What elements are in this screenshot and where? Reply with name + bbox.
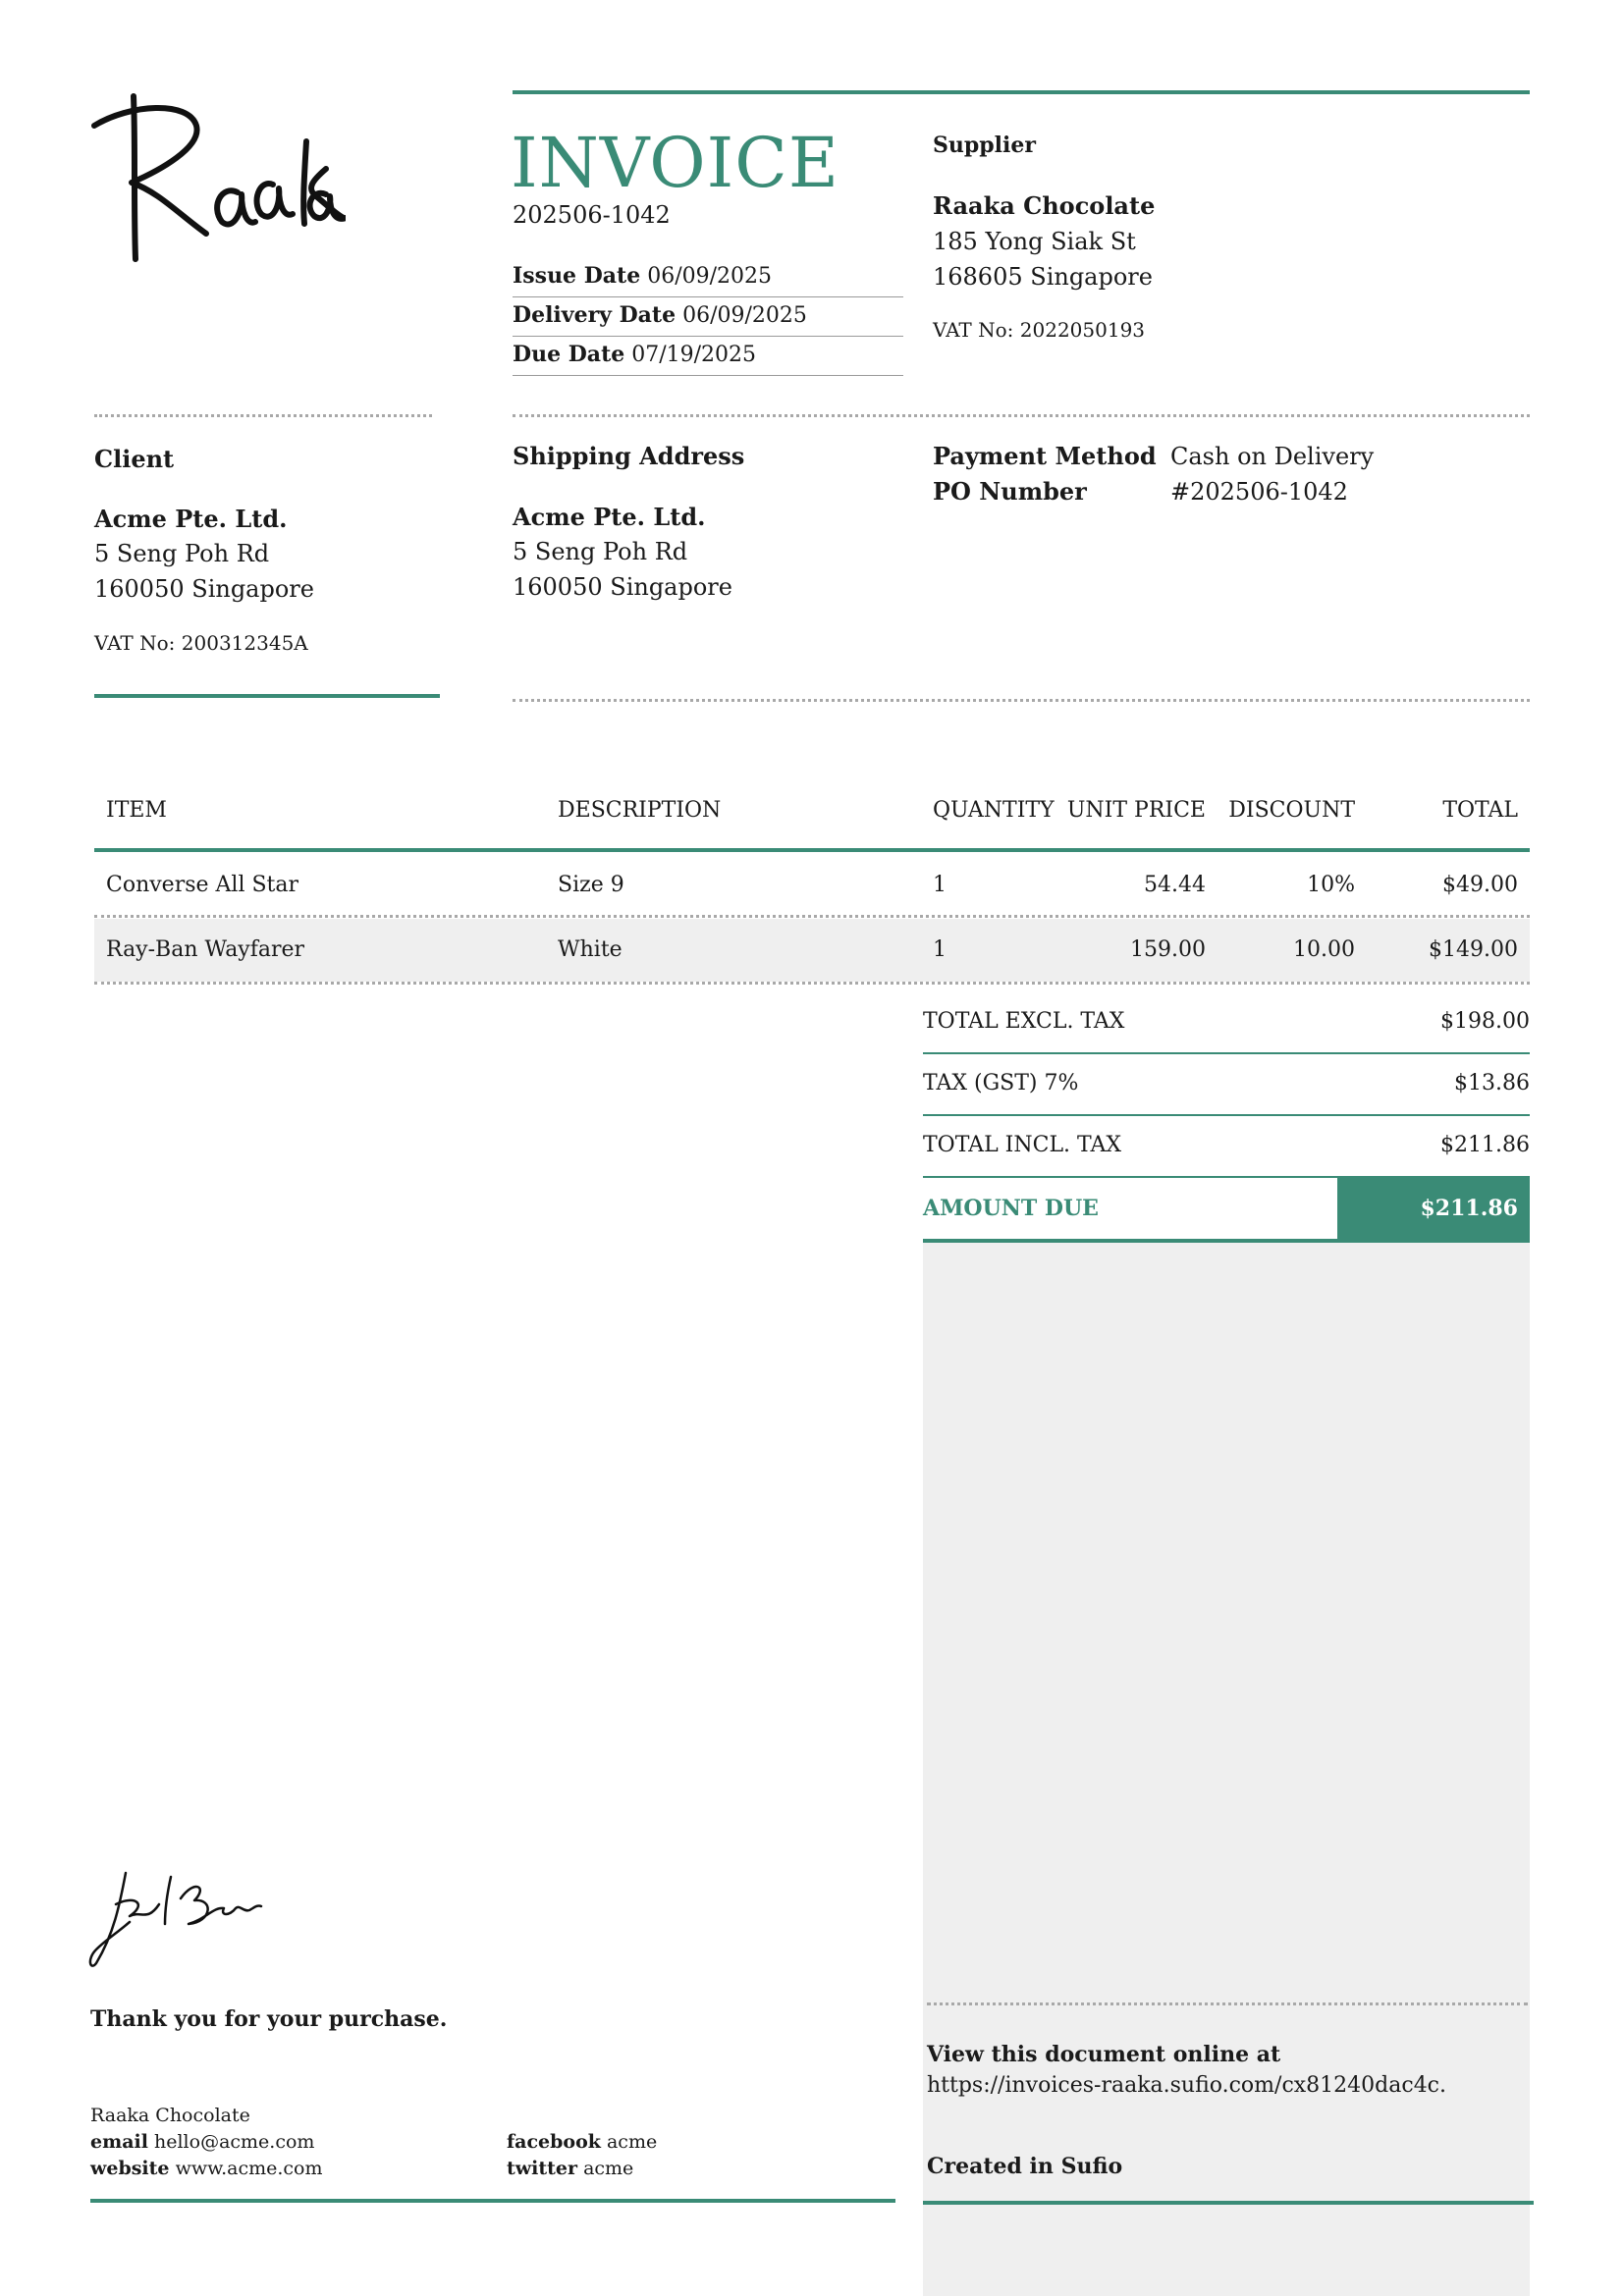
row-total: $149.00: [1429, 937, 1518, 962]
website-value[interactable]: www.acme.com: [175, 2158, 323, 2179]
row-discount: 10.00: [1293, 937, 1355, 962]
supplier-vat: VAT No: 2022050193: [933, 318, 1146, 342]
shipping-address-line2: 160050 Singapore: [513, 573, 732, 601]
amount-due-label: AMOUNT DUE: [923, 1196, 1099, 1221]
shipping-heading: Shipping Address: [513, 442, 745, 470]
header-unit-price: UNIT PRICE: [1066, 798, 1206, 823]
amount-due-row: [923, 1178, 1530, 1239]
client-vat: VAT No: 200312345A: [94, 631, 308, 655]
thank-you-message: Thank you for your purchase.: [90, 2006, 448, 2032]
summary-divider: [923, 1114, 1530, 1116]
footer-twitter: [507, 2156, 633, 2181]
footer-left-rule: [90, 2199, 895, 2203]
date-divider: [513, 296, 903, 297]
email-label: email: [90, 2131, 148, 2153]
facebook-value[interactable]: acme: [606, 2131, 658, 2153]
po-number-value: #202506-1042: [1170, 478, 1348, 506]
header-top-rule: [513, 90, 1530, 94]
delivery-date-value: 06/09/2025: [682, 303, 807, 328]
shipping-name: Acme Pte. Ltd.: [513, 503, 706, 531]
client-name: Acme Pte. Ltd.: [94, 505, 288, 533]
invoice-title: INVOICE: [511, 123, 839, 203]
table-row: [94, 919, 1530, 982]
shipping-address-line1: 5 Seng Poh Rd: [513, 538, 688, 565]
client-heading: Client: [94, 445, 175, 473]
row-quantity: 1: [933, 873, 947, 897]
supplier-address-line2: 168605 Singapore: [933, 263, 1153, 291]
company-logo: [90, 86, 346, 273]
header-item: ITEM: [106, 798, 167, 823]
twitter-label: twitter: [507, 2158, 578, 2179]
summary-background-panel: [923, 1243, 1530, 2296]
total-incl-tax-value: $211.86: [1440, 1133, 1530, 1157]
due-date-label: Due Date: [513, 342, 625, 367]
online-divider: [927, 2002, 1528, 2005]
handwritten-signature: [86, 1865, 263, 1973]
row-divider: [94, 915, 1530, 918]
row-description: Size 9: [558, 873, 624, 897]
row-item: Converse All Star: [106, 873, 299, 897]
handwritten-signature-icon: [86, 1865, 263, 1973]
section-divider: [94, 414, 432, 417]
footer-company: Raaka Chocolate: [90, 2105, 250, 2126]
footer-website: [90, 2156, 323, 2181]
header-total: TOTAL: [1442, 798, 1518, 823]
footer-right-rule: [923, 2201, 1534, 2205]
footer-facebook: [507, 2129, 657, 2155]
due-date-value: 07/19/2025: [631, 343, 757, 367]
amount-due-value: $211.86: [1337, 1178, 1530, 1239]
delivery-date-label: Delivery Date: [513, 302, 677, 328]
po-number-label: PO Number: [933, 477, 1087, 506]
twitter-value[interactable]: acme: [583, 2158, 634, 2179]
client-address-line1: 5 Seng Poh Rd: [94, 540, 270, 567]
delivery-date: [513, 300, 807, 331]
created-in-sufio: Created in Sufio: [927, 2154, 1123, 2179]
issue-date: [513, 261, 772, 292]
online-url[interactable]: https://invoices-raaka.sufio.com/cx81240dac4c.: [927, 2073, 1446, 2098]
tax-value: $13.86: [1454, 1071, 1530, 1095]
payment-method-label: Payment Method: [933, 442, 1157, 470]
row-total: $49.00: [1442, 873, 1518, 897]
total-excl-tax-label: TOTAL EXCL. TAX: [923, 1009, 1125, 1034]
facebook-label: facebook: [507, 2131, 601, 2153]
row-unit-price: 54.44: [1144, 873, 1206, 897]
supplier-address-line1: 185 Yong Siak St: [933, 228, 1136, 255]
header-discount: DISCOUNT: [1228, 798, 1355, 823]
website-label: website: [90, 2158, 170, 2179]
row-item: Ray-Ban Wayfarer: [106, 937, 305, 962]
due-date: [513, 340, 756, 370]
header-quantity: QUANTITY: [933, 798, 1055, 823]
date-divider: [513, 336, 903, 337]
issue-date-value: 06/09/2025: [647, 264, 773, 289]
row-quantity: 1: [933, 937, 947, 962]
email-value[interactable]: hello@acme.com: [154, 2131, 315, 2153]
header-description: DESCRIPTION: [558, 798, 722, 823]
payment-method-value: Cash on Delivery: [1170, 443, 1375, 470]
total-incl-tax-label: TOTAL INCL. TAX: [923, 1133, 1122, 1157]
section-divider: [513, 414, 1530, 417]
amount-due-rule: [923, 1239, 1530, 1243]
total-excl-tax-value: $198.00: [1440, 1009, 1530, 1034]
footer-email: [90, 2129, 314, 2155]
summary-divider: [923, 1052, 1530, 1054]
client-address-line2: 160050 Singapore: [94, 575, 314, 603]
issue-date-label: Issue Date: [513, 263, 641, 289]
row-description: White: [558, 937, 623, 962]
supplier-heading: Supplier: [933, 133, 1036, 158]
raaka-signature-logo-icon: [90, 86, 346, 273]
date-divider: [513, 375, 903, 376]
tax-label: TAX (GST) 7%: [923, 1071, 1079, 1095]
client-bottom-rule: [94, 694, 440, 698]
table-header: [94, 781, 1530, 840]
table-row: [94, 852, 1530, 919]
invoice-number: 202506-1042: [513, 201, 671, 229]
row-discount: 10%: [1307, 873, 1355, 897]
row-unit-price: 159.00: [1130, 937, 1206, 962]
online-heading: View this document online at: [927, 2042, 1281, 2067]
section-divider: [513, 699, 1530, 702]
row-divider: [94, 982, 1530, 985]
supplier-name: Raaka Chocolate: [933, 191, 1156, 220]
